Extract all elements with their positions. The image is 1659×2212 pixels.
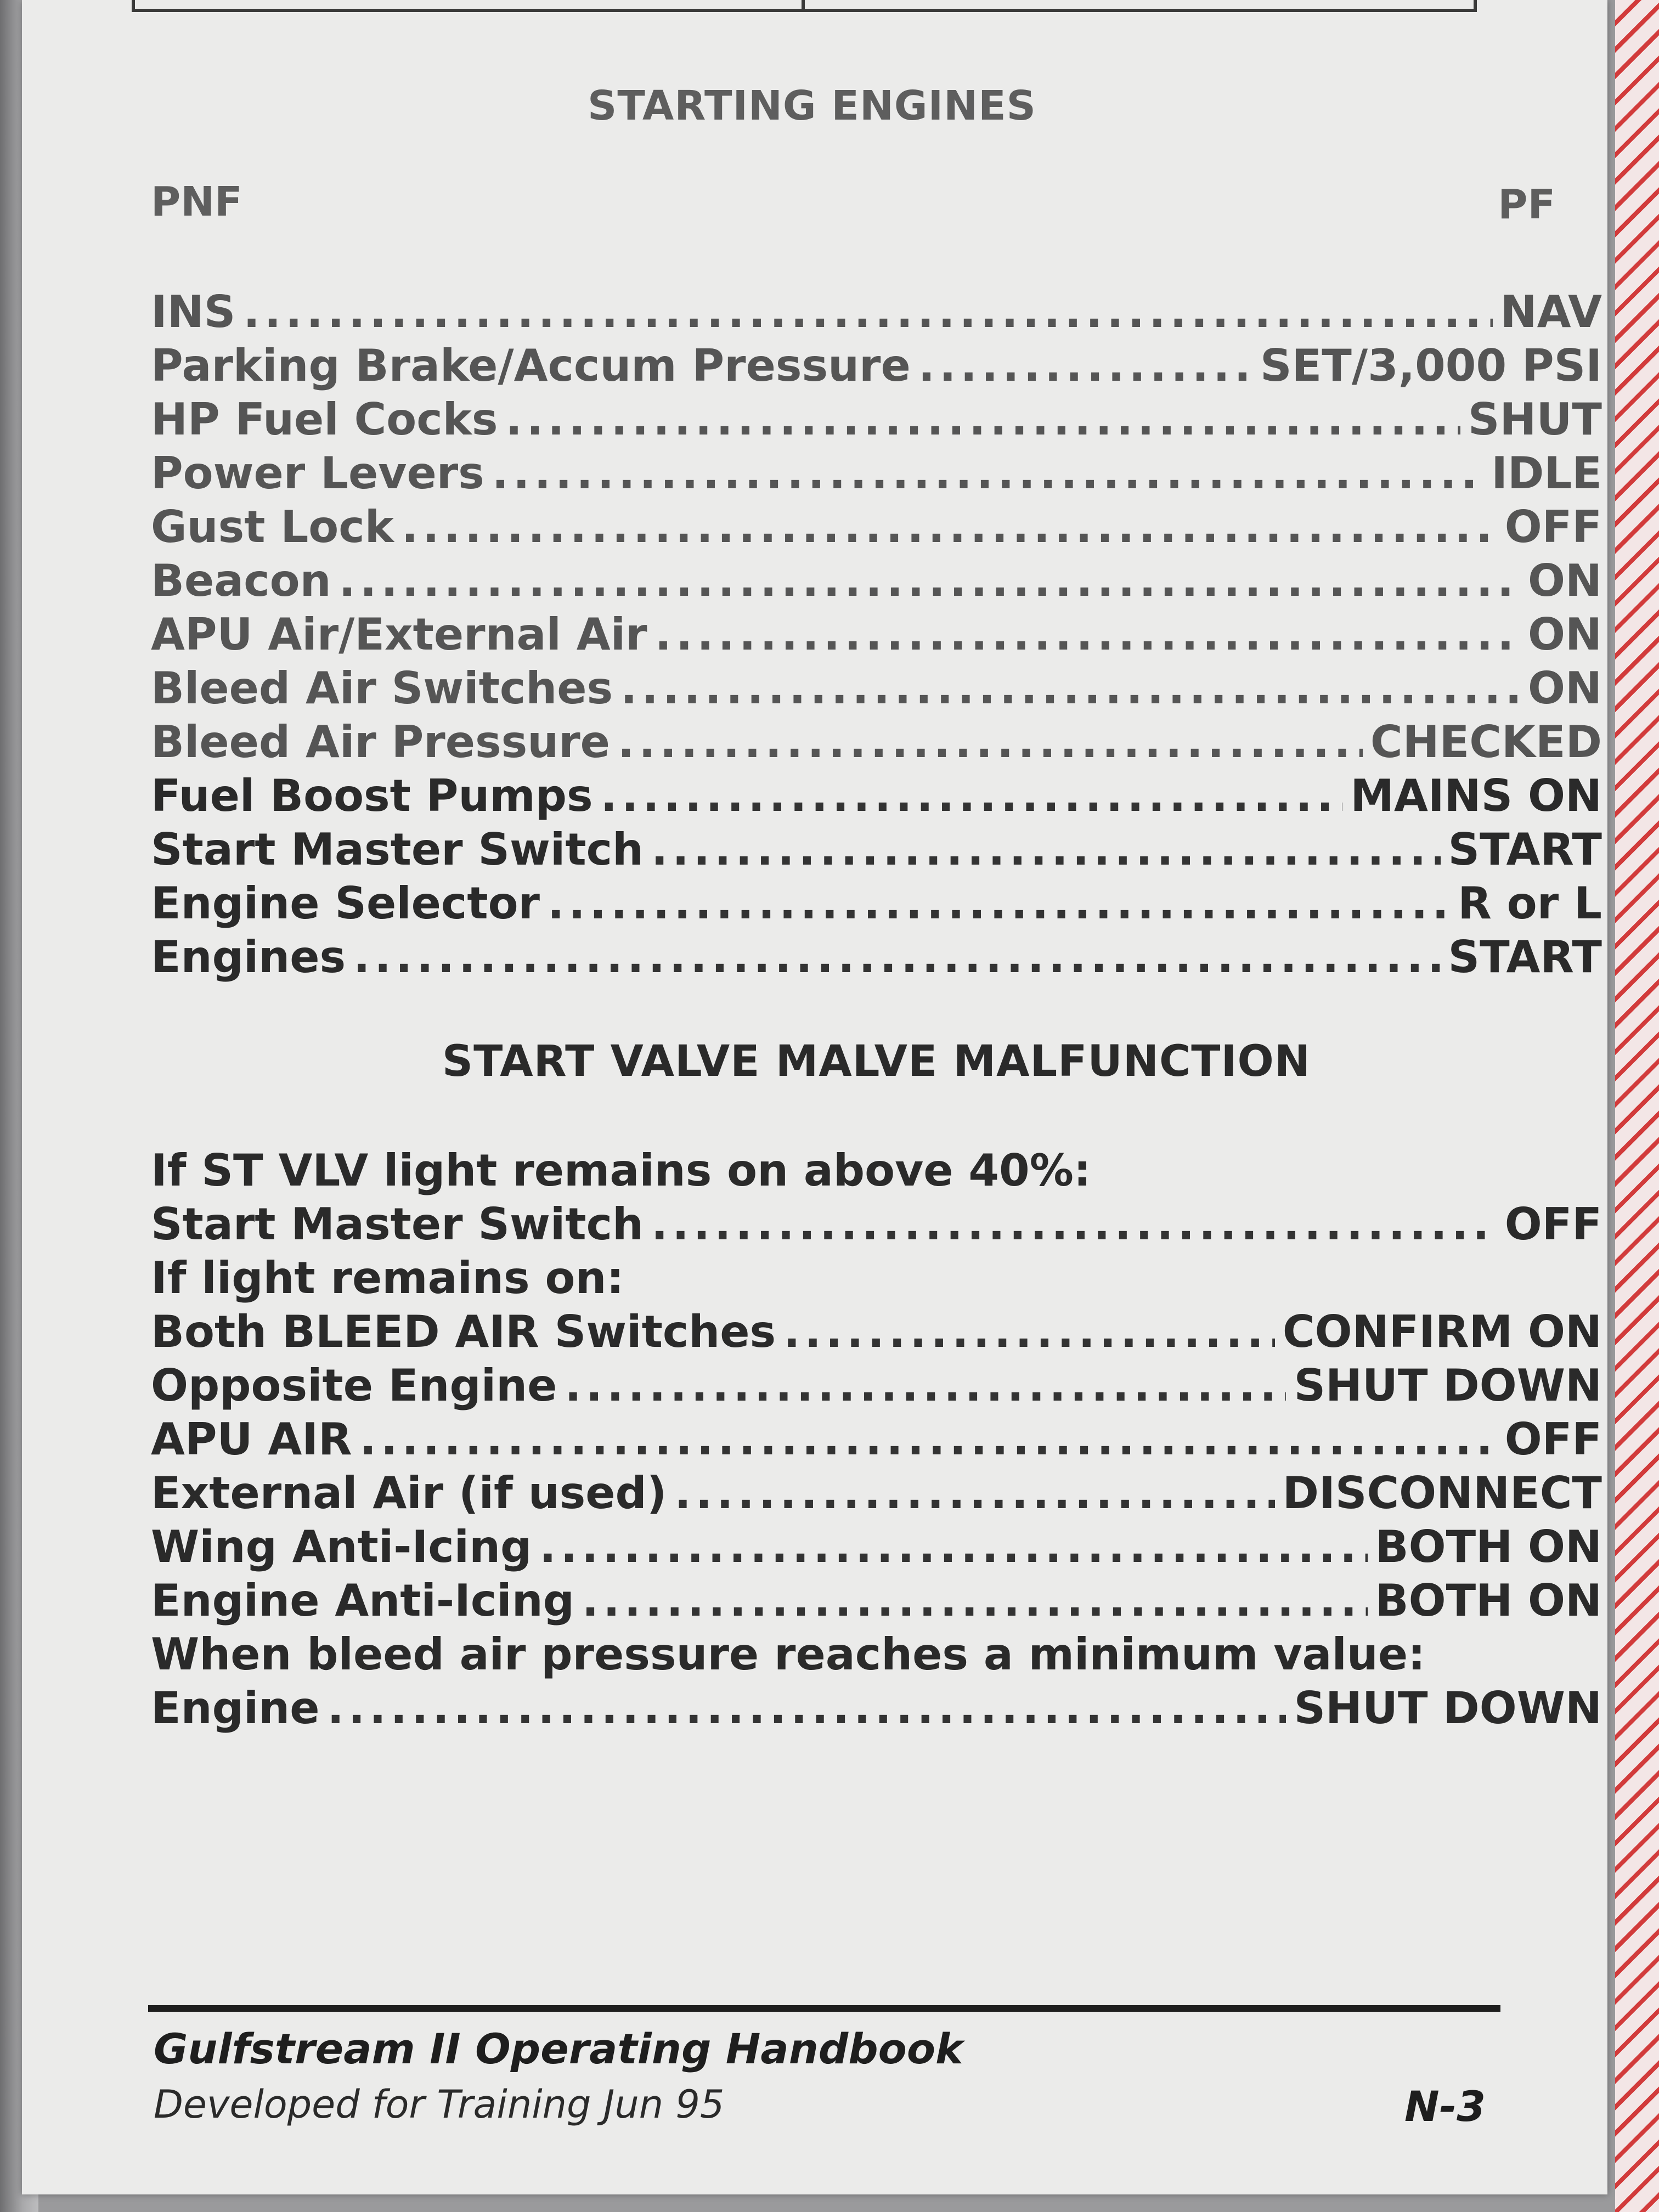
condition-text: If light remains on: [151,1252,624,1304]
checklist-row: Both BLEED AIR Switches ..... CONFIRM ON [151,1305,1602,1359]
checklist-row: External Air (if used) ..... DISCONNECT [151,1466,1602,1520]
checklist-row: Engines ..... START [151,930,1602,984]
page-number: N-3 [1404,2082,1486,2131]
checklist-row: Start Master Switch ..... OFF [151,1198,1602,1251]
checklist-row: Engine Anti-Icing ..... BOTH ON [151,1574,1602,1628]
checklist-row: Engine Selector ..... R or L [151,877,1602,930]
checklist-row: HP Fuel Cocks ..... SHUT [151,393,1602,447]
column-header-pnf: PNF [151,178,242,225]
checklist-row: Bleed Air Pressure ..... CHECKED [151,715,1602,769]
checklist-row: Parking Brake/Accum Pressure ..... SET/3,000 PSI [151,339,1602,393]
checklist-row: Bleed Air Switches ..... ON [151,662,1602,715]
handbook-page [22,0,1607,2194]
footer-rule [148,2005,1500,2012]
section-title-starting-engines: STARTING ENGINES [588,82,1036,129]
checklist-row: Engine ..... SHUT DOWN [151,1681,1602,1735]
checklist-row: Power Levers ..... IDLE [151,447,1602,500]
checklist-row: Wing Anti-Icing ..... BOTH ON [151,1520,1602,1574]
condition-text: If ST VLV light remains on above 40%: [151,1145,1091,1196]
condition-text: When bleed air pressure reaches a minimum value: [151,1629,1426,1680]
previous-table-edge [132,0,1477,12]
checklist-row: Gust Lock ..... OFF [151,500,1602,554]
checklist-row: APU Air/External Air ..... ON [151,608,1602,662]
column-header-pf: PF [1498,181,1555,228]
footer-title: Gulfstream II Operating Handbook [154,2024,963,2073]
checklist-row: INS ..... NAV [151,285,1602,339]
checklist-row: Fuel Boost Pumps ..... MAINS ON [151,769,1602,823]
checklist-row: APU AIR ..... OFF [151,1413,1602,1466]
checklist-row: Beacon ..... ON [151,554,1602,608]
checklist-row: Start Master Switch ..... START [151,823,1602,877]
section-title-start-valve-malfunction: START VALVE MALVE MALFUNCTION [442,1037,1311,1086]
striped-background [1615,0,1659,2212]
footer-subtitle: Developed for Training Jun 95 [154,2082,725,2127]
checklist-row: Opposite Engine ..... SHUT DOWN [151,1359,1602,1413]
